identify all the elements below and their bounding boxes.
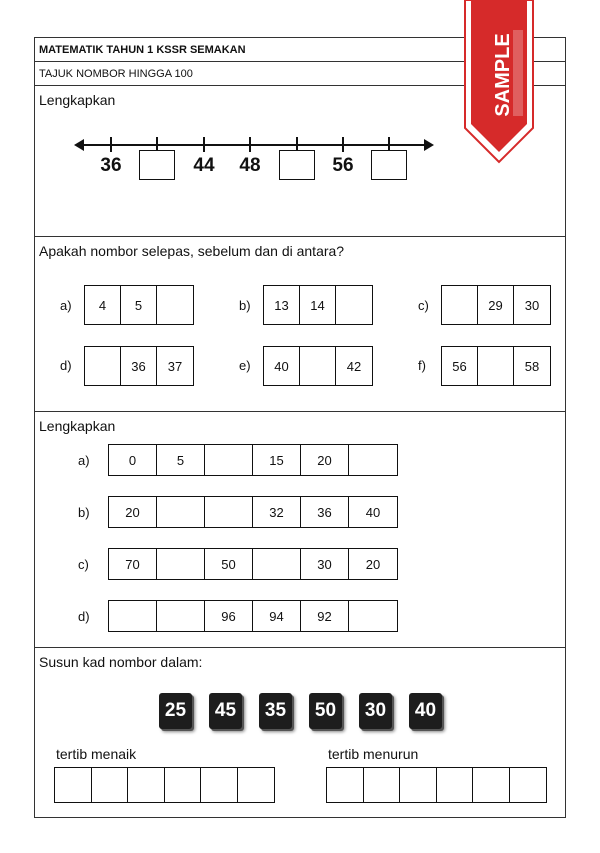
grid-cell-blank[interactable] <box>300 347 336 385</box>
number-grid-e <box>263 346 373 386</box>
grid-cell: 30 <box>524 297 540 313</box>
sequence-cell: 94 <box>253 601 301 631</box>
sequence-cell: 40 <box>365 504 381 520</box>
tick <box>110 137 112 152</box>
grid-cell: 13 <box>264 286 300 324</box>
grid-cell-blank[interactable] <box>85 347 121 385</box>
section-title: Apakah nombor selepas, sebelum dan di antara? <box>39 243 345 259</box>
answer-cell[interactable] <box>437 768 474 802</box>
answer-cell[interactable] <box>327 768 364 802</box>
number-card[interactable]: 40 <box>409 693 442 729</box>
answer-cell[interactable] <box>400 768 437 802</box>
grid-cell: 37 <box>167 358 183 374</box>
number-card[interactable]: 30 <box>359 693 392 729</box>
number-line-axis <box>80 144 426 146</box>
sample-watermark-text: SAMPLE <box>492 33 514 117</box>
grid-cell-blank[interactable] <box>336 286 372 324</box>
number-line-value: 36 <box>100 155 122 176</box>
number-card[interactable]: 50 <box>309 693 342 729</box>
sequence-cell-blank[interactable] <box>205 497 253 527</box>
sequence-cell: 5 <box>157 445 205 475</box>
section-title: Lengkapkan <box>39 418 116 434</box>
item-label: b) <box>239 298 251 313</box>
grid-cell: 58 <box>524 358 540 374</box>
grid-cell: 5 <box>121 286 157 324</box>
sequence-row-c <box>108 548 398 580</box>
arrow-right-icon <box>424 139 434 151</box>
sample-ribbon-watermark <box>463 0 535 166</box>
sequence-row-b <box>108 496 398 528</box>
ascending-label: tertib menaik <box>56 746 137 762</box>
arrow-left-icon <box>74 139 84 151</box>
answer-cell[interactable] <box>201 768 238 802</box>
sequence-cell-blank[interactable] <box>205 445 253 475</box>
sequence-cell: 92 <box>301 601 349 631</box>
item-label: a) <box>60 298 72 313</box>
grid-cell: 14 <box>300 286 336 324</box>
grid-cell-blank[interactable] <box>442 286 478 324</box>
sequence-cell-blank[interactable] <box>157 497 205 527</box>
answer-cell[interactable] <box>128 768 165 802</box>
tick <box>249 137 251 152</box>
worksheet-topic: TAJUK NOMBOR HINGGA 100 <box>35 62 565 86</box>
sequence-cell: 15 <box>253 445 301 475</box>
sequence-row-a <box>108 444 398 476</box>
sequence-cell-blank[interactable] <box>157 549 205 579</box>
answer-cell[interactable] <box>238 768 275 802</box>
section-title: Lengkapkan <box>39 92 116 108</box>
number-grid-f <box>441 346 551 386</box>
sequence-cell-blank[interactable] <box>349 445 397 475</box>
sequence-cell-blank[interactable] <box>349 601 397 631</box>
sequence-cell: 50 <box>205 549 253 579</box>
sequence-cell: 20 <box>301 445 349 475</box>
sequence-cell: 36 <box>301 497 349 527</box>
sequence-cell: 20 <box>365 556 381 572</box>
number-line-blank[interactable] <box>371 150 407 180</box>
tick <box>342 137 344 152</box>
grid-cell: 29 <box>478 286 514 324</box>
grid-cell: 42 <box>346 358 362 374</box>
sequence-cell-blank[interactable] <box>157 601 205 631</box>
number-grid-a <box>84 285 194 325</box>
number-grid-c <box>441 285 551 325</box>
sequence-cell-blank[interactable] <box>109 601 157 631</box>
item-label: e) <box>239 358 251 373</box>
item-label: d) <box>60 358 72 373</box>
answer-cell[interactable] <box>364 768 401 802</box>
grid-cell: 4 <box>85 286 121 324</box>
sequence-cell: 20 <box>109 497 157 527</box>
row-label: c) <box>78 557 89 572</box>
worksheet-title: MATEMATIK TAHUN 1 KSSR SEMAKAN <box>35 38 565 62</box>
item-label: c) <box>418 298 429 313</box>
ribbon-stripe <box>513 30 523 116</box>
answer-cell[interactable] <box>92 768 129 802</box>
ascending-answer-grid <box>54 767 275 803</box>
answer-cell[interactable] <box>473 768 510 802</box>
number-line-value: 48 <box>239 155 261 176</box>
descending-answer-grid <box>326 767 547 803</box>
number-card[interactable]: 35 <box>259 693 292 729</box>
row-label: b) <box>78 505 90 520</box>
row-label: a) <box>78 453 90 468</box>
row-label: d) <box>78 609 90 624</box>
tick <box>203 137 205 152</box>
sequence-cell: 96 <box>205 601 253 631</box>
number-card[interactable]: 45 <box>209 693 242 729</box>
grid-cell: 40 <box>264 347 300 385</box>
number-grid-d <box>84 346 194 386</box>
sequence-cell: 30 <box>301 549 349 579</box>
section-title: Susun kad nombor dalam: <box>39 654 203 670</box>
grid-cell: 36 <box>121 347 157 385</box>
number-line-value: 44 <box>193 155 215 176</box>
sequence-row-d <box>108 600 398 632</box>
item-label: f) <box>418 358 426 373</box>
answer-cell[interactable] <box>165 768 202 802</box>
number-line-value: 56 <box>332 155 354 176</box>
number-line-blank[interactable] <box>279 150 315 180</box>
number-grid-b <box>263 285 373 325</box>
sequence-cell: 70 <box>109 549 157 579</box>
sequence-cell: 32 <box>253 497 301 527</box>
grid-cell-blank[interactable] <box>157 286 193 324</box>
answer-cell[interactable] <box>55 768 92 802</box>
grid-cell-blank[interactable] <box>478 347 514 385</box>
sequence-cell-blank[interactable] <box>253 549 301 579</box>
answer-cell[interactable] <box>510 768 547 802</box>
descending-label: tertib menurun <box>328 746 419 762</box>
grid-cell: 56 <box>442 347 478 385</box>
number-line-blank[interactable] <box>139 150 175 180</box>
number-card[interactable]: 25 <box>159 693 192 729</box>
sequence-cell: 0 <box>109 445 157 475</box>
